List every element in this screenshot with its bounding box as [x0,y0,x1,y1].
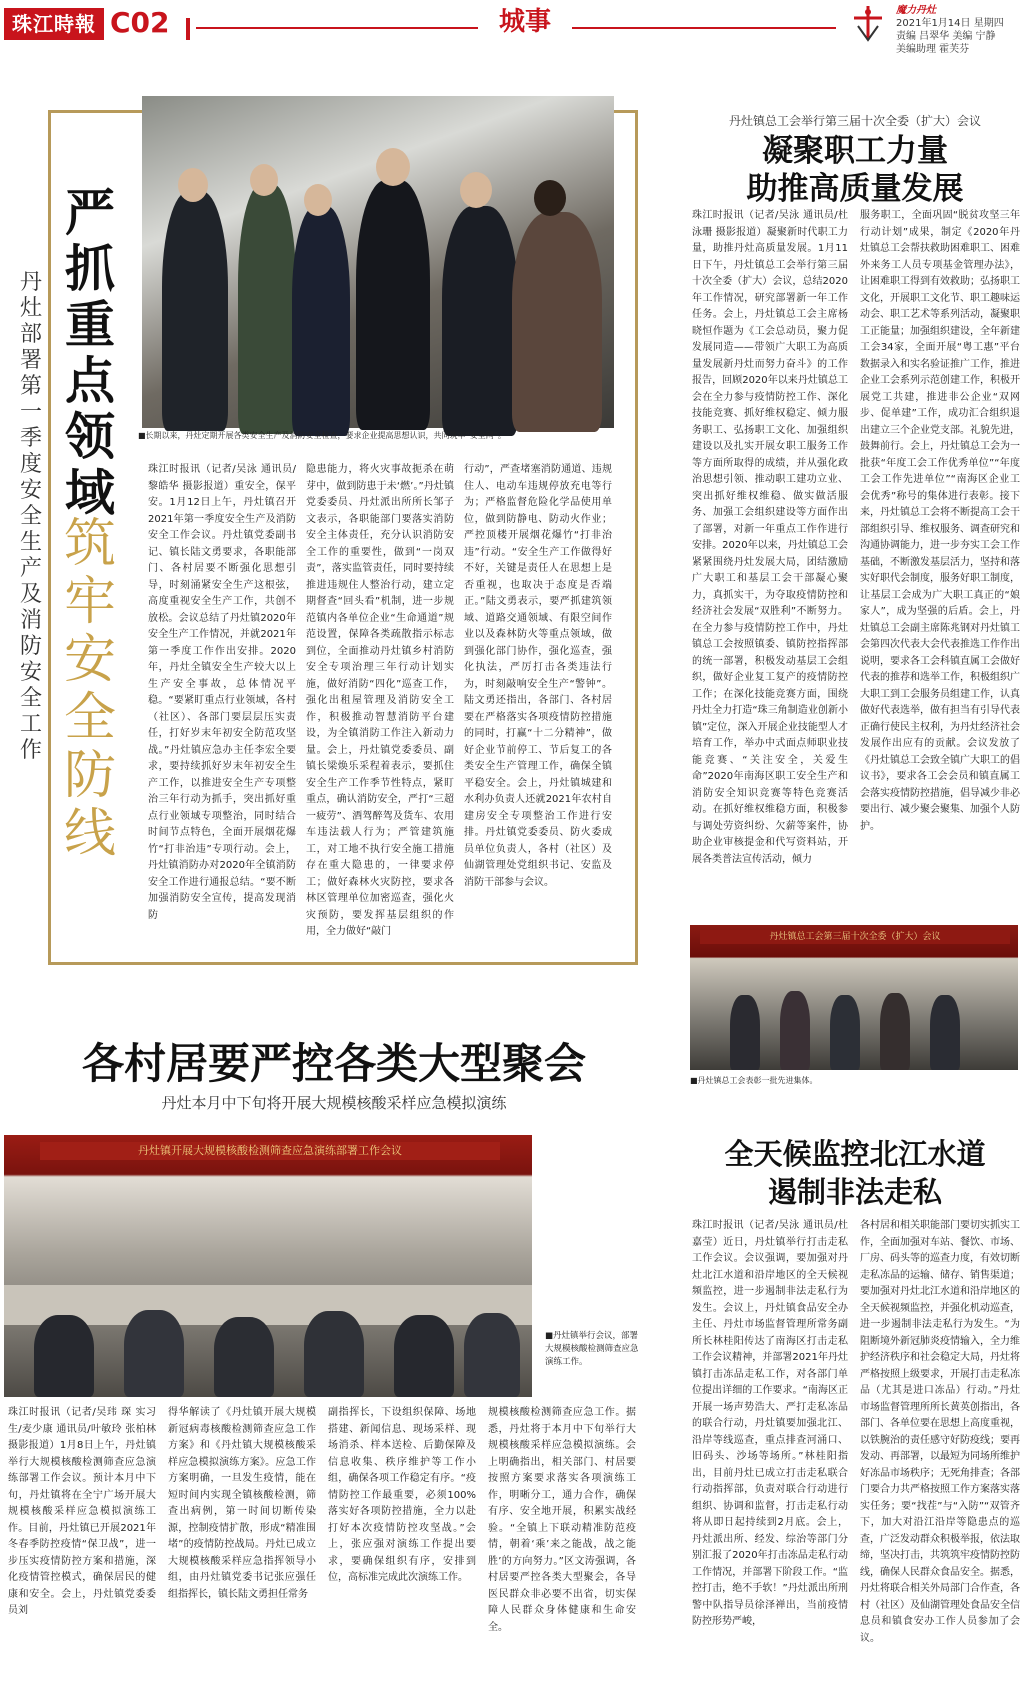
header-divider [186,18,190,40]
article3-column-3: 副指挥长，下设组织保障、场地搭建、新闻信息、现场采样、现场消杀、样本送检、后勤保障及信息收集、秩序维护等工作小组，确保各项工作稳定有序。“疫情防控工作最重要，必须100%落实好各项防控措施，全力以赴打好本次疫情防控攻坚战。”会上，张应强对演练工作提出要求，要确保组织有序，安排到位，高标准完成此次演练工作。 [328,1407,476,1583]
page-number: C02 [110,6,170,39]
article2-column-1: 珠江时报讯（记者/吴泳 通讯员/杜泳珊 摄影报道）凝聚新时代职工力量，助推丹灶高质量发展。1月11日下午，丹灶镇总工会举行第三届十次全委（扩大）会议，总结2020年工作情况，研究部署新一年工作任务。会上，丹灶镇总工会主席杨晓恒作题为《工会总动员，聚力促发展同造——带领广大职工为高质量发展新丹灶而努力奋斗》的工作报告，回顾2020年以来丹灶镇总工会在全力参与疫情防控工作、深化技能竞赛、抓好维权稳定、倾力服务职工、弘扬职工文化、加强组织建设以及扎实开展女职工服务工作等方面所取得的成绩，并从强化政治思想引领、推动职工建功立业、突出抓好维权维稳、做实做活服务、加强工会组织建设等方面作出了部署，对新一年重点工作作进行安排。2020年以来，丹灶镇总工会紧紧围绕丹灶发展大局，团结激励广大职工和基层工会干部凝心聚力，真抓实干，为夺取疫情防控和经济社会发展“双胜利”不断努力。在全力参与疫情防控工作中，丹灶镇总工会按照镇委、镇防控指挥部的统一部署，积极发动基层工会组织，做好企业复工复产的疫情防控工作；在深化技能竞赛方面，围绕丹灶全力打造“珠三角制造业创新小镇”定位，深入开展企业技能型人才培育工作，举办中式面点师职业技能竞赛、“关注安全，关爱生命”2020年南海区职工安全生产和消防安全知识竞赛等特色竞赛活动。在抓好维权维稳方面，积极参与调处劳资纠纷、欠薪等案件，协助企业审核提金和代写资料站，开展各类普法宣传活动，倾力 [692,210,848,865]
assistant-editor-credits: 美编助理 霍芙芬 [896,44,970,55]
union-meeting-photo [690,925,1018,1070]
editor-credits: 责编 吕翠华 美编 宁静 [896,31,996,42]
newspaper-logo: 珠江時報 [4,8,104,40]
page-header [0,0,1024,55]
article1-headline-accent: 筑牢安全防线 [63,514,116,864]
edition-info [896,4,1004,56]
article3-column-4: 规模核酸检测筛查应急工作。据悉，丹灶将于本月中下旬举行大规模核酸采样应急模拟演练。会上明确指出，相关部门、村居要按照方案要求落实各项演练工作，明晰分工，通力合作，确保有序、安全地开展，积累实战经验。“全镇上下联动精准防范疫情，朝着‘乘’来之能战，战之能胜’的方向努力。”区文涛强调，各村居要严控各类大型聚会，各导医民群众非必要不出省，切实保障人民群众身体健康和生命安全。 [488,1407,636,1633]
article3-column-1: 珠江时报讯（记者/吴玮 琛 实习生/麦少康 通讯员/叶敏玲 张柏林 摄影报道）1月8日上午，丹灶镇举行大规模核酸检测筛查应急演练部署工作会议。预计本月中下旬，丹灶镇将在全宁广场开展大规模核酸采样应急模拟演练工作。目前，丹灶镇已开展2021年冬春季防控疫情“保卫战”，进一步压实疫情防控方案和措施，深化疫情管控模式，确保居民的健康和安全。会上，丹灶镇党委委员刘 [8,1407,156,1616]
article2-headline: 凝聚职工力量 助推高质量发展 [746,133,964,207]
article1-column-3: 行动”，严查堵塞消防通道、违规住人、电动车违规停放充电等行为；严格监督危险化学品使用单位，做到防静电、防动火作业；严控顶楼开展烟花爆竹“打非治违”行动。“安全生产工作做得好不好，关键是责任人在思想上是否重视，也取决于态度是否端正。”陆文勇表示，要严抓建筑领域、道路交通领域、有限空间作业以及森林防火等重点领域，做到强化部门协作，强化巡查，强化执法，严厉打击各类违法行为，时刻敲响安全生产“警钟”。陆文勇还指出，各部门、各村居要在严格落实各项疫情防控措施的同时，打赢“十二分精神”，做好企业节前停工、节后复工的各类安全生产管理工作，确保全镇平稳安全。会上，丹灶镇城建和水利办负责人还就2021年农村自建房安全专项整治工作进行安排。丹灶镇党委委员、防火委成员单位负责人，各村（社区）及仙湖管理处党组织书记、安监及消防干部参与会议。 [464,464,612,888]
article2-column-2: 服务职工，全面巩固“脱贫攻坚三年行动计划”成果，制定《2020年丹灶镇总工会帮扶救助困难职工、困难外来务工人员专项基金管理办法》，让困难职工得到有效救助；弘扬职工文化，开展职工文化节、职工趣味运动会、职工艺术等系列活动，凝聚职工正能量；加强组织建设，全年新建工会34家，全面开展“粤工惠”平台数据录入和实名验证推广工作，推进企业工会系列示范创建工作，积极开展党工共建，推进非公企业“双网步、促单建”工作，成功汇合组织退出建立三个企业党支部。礼貌先进，鼓舞前行。会上，丹灶镇总工会为一批获“年度工会工作优秀单位”“年度工会工作先进单位”“南海区企业工会优秀”称号的集体进行表彰。接下来，丹灶镇总工会将不断提高工会干部组织引导、维权服务、调查研究和沟通协调能力，进一步夯实工会工作基础，不断激发基层活力，坚持和落实好职代会制度，服务好职工制度，让基层工会成为广大职工真正的“娘家人”，成为坚强的后盾。会上，丹灶镇总工会副主席陈兆钢对丹灶镇工会第四次代表大会代表推选工作作出说明，要求各工会科镇直属工会做好代表的推荐和选举工作，积极组织广大职工到工会服务员组建工作，认真做好代表选举，做有担当有引导代表正确行使民主权利，为丹灶经济社会发展作出应有的贡献。会议发放了《丹灶镇总工会致全镇广大职工的倡议书》，要求各工会会员和镇直属工会落实疫情防控措施，倡导减少非必要出行、减少聚会聚集、加强个人防护。 [860,210,1020,832]
photo-caption: ■丹灶镇总工会表彰一批先进集体。 [690,1076,818,1085]
article4-column-2: 各村居和相关职能部门要切实抓实工作，全面加强对车站、餐饮、市场、厂房、码头等的巡查力度，有效切断走私冻品的运输、储存、销售渠道；要加强对丹灶北江水道和沿岸地区的全天候视频监控，并强化机动巡查，进一步遏制非法走私行为发生。“为阻断境外新冠肺炎疫情输入，全力维护经济秩序和社会稳定大局，丹灶将严格按照上级要求，开展打击走私冻品（尤其是进口冻品）行动。”丹灶市场监督管理所所长黄英创指出，各部门、各单位要在思想上高度重视，以铁腕治的责任感守好防疫线；要再发动、再部署，以最短为同场所维护好冻品市场秩序；无死角排查；各部门要合力共严格按照工作方案落实落实任务；要“找茬”与“入防”“双管齐下，加大对沿江沿岸等隐患点的巡查，广泛发动群众积极举报，依法取缔，坚决打击，共筑筑牢疫情防控防线，确保人民群众食品安全。据悉，丹灶将联合相关外局部门合作查，各村（社区）及仙湖管理处食品安全信息员和镇食安办工作人员参加了会议。 [860,1220,1020,1644]
safety-inspection-photo [142,96,614,428]
town-emblem-icon [846,4,890,44]
drill-meeting-photo [4,1135,532,1397]
article2-kicker: 丹灶镇总工会举行第三届十次全委（扩大）会议 [728,114,981,128]
article3-headline: 各村居要严控各类大型聚会 [81,1039,586,1088]
article1-subtitle: 丹灶部署第一季度安全生产及消防安全工作 [19,270,42,763]
article1-column-1: 珠江时报讯（记者/吴泳 通讯员/黎皓华 摄影报道）重安全，保平安。1月12日上午，丹灶镇召开2021年第一季度安全生产及消防安全工作会议。丹灶镇党委副书记、镇长陆文勇要求，各职能部门、各村居要不断强化思想引导，时刻涌紧安全生产这根弦，高度重视安全生产工作，共创不放松。会议总结了丹灶镇2020年安全生产工作情况，并就2021年第一季度工作作出安排。2020年，丹灶全镇安全生产较大以上生产安全事故，总体情况平稳。“要紧盯重点行业领域，各村（社区）、各部门要层层压实责任，打好岁末年初安全防范攻坚战。”丹灶镇应急办主任李宏全要求，要持续抓好岁末年初安全生产工作，以推进安全生产专项整治三年行动为抓手，突出抓好重点行业领域专项整治，同时结合时间节点特色，全面开展烟花爆竹“打非治违”专项行动。会上，丹灶镇消防办对2020年全镇消防安全工作进行通报总结。“要不断加强消防安全宣传，提高发现消防 [148,464,296,921]
section-name: 城事 [478,6,572,38]
article3-subtitle: 丹灶本月中下旬将开展大规模核酸采样应急模拟演练 [161,1094,507,1112]
article1-column-2: 隐患能力，将火灾事故扼杀在萌芽中，做到防患于未‘燃’。”丹灶镇党委委员、丹灶派出所所长邹子文表示，各职能部门要落实消防安全主体责任，充分认识消防安全工作的重要性，做到“一岗双责”，落实监管责任，同时要持续推进违规住人整治行动，建立定期督查“回头看”机制，进一步规范镇内各单位企业“生命通道”规范设置，保障各类疏散指示标志到位，全面推动丹灶镇乡村消防安全专项治理三年行动计划实施，做好消防“四化”巡查工作，强化出租屋管理及消防安全工作，积极推动智慧消防平台建设，为全镇消防工作注入新动力量。会上，丹灶镇党委委员、副镇长梁焕乐采程着表示，要抓住安全生产工作季节性特点，紧盯重点，确认消防安全，严打“三超一疲劳”、酒驾醉驾及货车、农用车违法载人行为；严管建筑施工，对工地不执行安全施工措施存在重大隐患的，一律要求停工；做好森林火灾防控，要求各林区管理单位加密巡查，强化火灾预防，要发挥基层组织的作用，全力做好“敲门 [306,464,454,937]
article3-column-2: 得华解读了《丹灶镇开展大规模新冠病毒核酸检测筛查应急工作方案》和《丹灶镇大规模核酸采样应急模拟演练方案》。应急工作方案明确，一旦发生疫情，能在短时间内实现全镇核酸检测，筛查出病例，第一时间切断传染源，控制疫情扩散，形成“精准围堵”的疫情防控战局。丹灶已成立大规模核酸采样应急指挥领导小组，由丹灶镇党委书记张应强任组指挥长，镇长陆文勇担任常务 [168,1407,316,1600]
drill-meeting-banner: 丹灶镇开展大规模核酸检测筛查应急演练部署工作会议 [40,1142,500,1160]
edition-name: 魔力丹灶 [896,5,936,16]
photo-caption: ■丹灶镇举行会议，部署大规模核酸检测筛查应急演练工作。 [545,1331,639,1367]
photo-caption: ■长期以来，丹灶定期开展各类安全生产及消防安全检查，要求企业提高思想认识，共同筑牢“安全网”。 [138,431,506,440]
article4-headline: 全天候监控北江水道 遏制非法走私 [724,1137,986,1209]
article1-headline: 严抓重点领域 [65,183,115,522]
meeting-banner: 丹灶镇总工会第三届十次全委（扩大）会议 [700,930,1010,944]
issue-date: 2021年1月14日 星期四 [896,18,1004,29]
article4-column-1: 珠江时报讯（记者/吴泳 通讯员/杜嘉莹）近日，丹灶镇举行打击走私工作会议。会议强调，要加强对丹灶北江水道和沿岸地区的全天候视频监控，进一步遏制非法走私行为发生。会议上，丹灶镇食品安全办主任、丹灶市场监督管理所常务副所长林桂阳传达了南海区打击走私工作会议精神，并部署2021年丹灶镇打击冻品走私工作，对各部门单位提出详细的工作要求。“南海区正开展一场声势浩大、严打走私冻品的联合行动，丹灶镇要加强北江、沿岸等线巡查，重点排查河涌口、旧码头、沙场等场所。”林桂阳指出，目前丹灶已成立打击走私联合行动指挥部，负责对联合行动进行组织、协调和监督，打击走私行动将从即日起持续到2月底。会上，丹灶派出所、经发、综治等部门分别汇报了2020年打击冻品走私行动工作情况，并部署下阶段工作。“监控打击，绝不手软！”丹灶派出所刑警中队指导员徐泽禅出，当前疫情防控形势严峻， [692,1220,848,1627]
